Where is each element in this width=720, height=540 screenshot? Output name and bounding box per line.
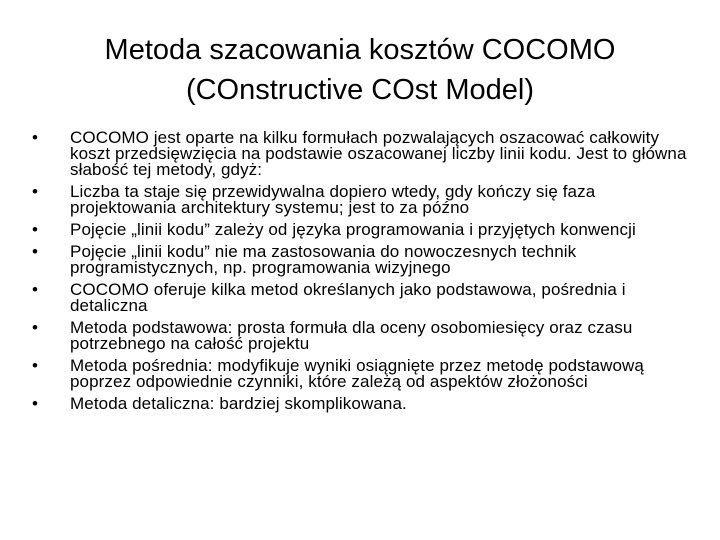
bullet-item [28,320,688,352]
bullet-item [28,396,688,412]
bullet-icon: • [31,280,39,299]
bullet-item [28,130,688,178]
bullet-text: Liczba ta staje się przewidywalna dopiero wtedy, gdy kończy się faza projektowania architektury systemu; jest to za późno [70,182,596,217]
slide-title-line-1: Metoda szacowania kosztów COCOMO [104,34,616,66]
bullet-item [28,282,688,314]
bullet-item [28,358,688,390]
bullet-icon: • [31,356,39,375]
bullet-icon: • [31,220,39,239]
bullet-text: Pojęcie „linii kodu” zależy od języka programowania i przyjętych konwencji [70,220,636,239]
slide-title-line-2: (COnstructive COst Model) [185,74,535,106]
bullet-icon: • [31,128,39,147]
bullet-text: Pojęcie „linii kodu” nie ma zastosowania do nowoczesnych technik programistycznych, np. programowania wizyjnego [70,242,577,277]
bullet-text: COCOMO oferuje kilka metod określanych jako podstawowa, pośrednia i detaliczna [70,280,626,315]
bullet-item [28,184,688,216]
slide-title [40,30,680,110]
bullet-text: Metoda podstawowa: prosta formuła dla oceny osobomiesięcy oraz czasu potrzebnego na całość projektu [70,318,633,353]
bullet-icon: • [31,182,39,201]
bullet-icon: • [31,318,39,337]
bullet-text: Metoda detaliczna: bardziej skomplikowana. [70,394,407,413]
bullet-text: Metoda pośrednia: modyfikuje wyniki osiągnięte przez metodę podstawową poprzez odpowiednie czynniki, które zależą od aspektów złożoności [70,356,644,391]
bullet-text: COCOMO jest oparte na kilku formułach pozwalających oszacować całkowity koszt przedsięwzięcia na podstawie oszacowanej liczby linii kodu. Jest to główna słabość tej metody, gdyż: [70,128,687,179]
bullet-icon: • [31,394,39,413]
bullet-item [28,222,688,238]
bullet-item [28,244,688,276]
bullet-icon: • [31,242,39,261]
bullet-list [28,130,688,418]
